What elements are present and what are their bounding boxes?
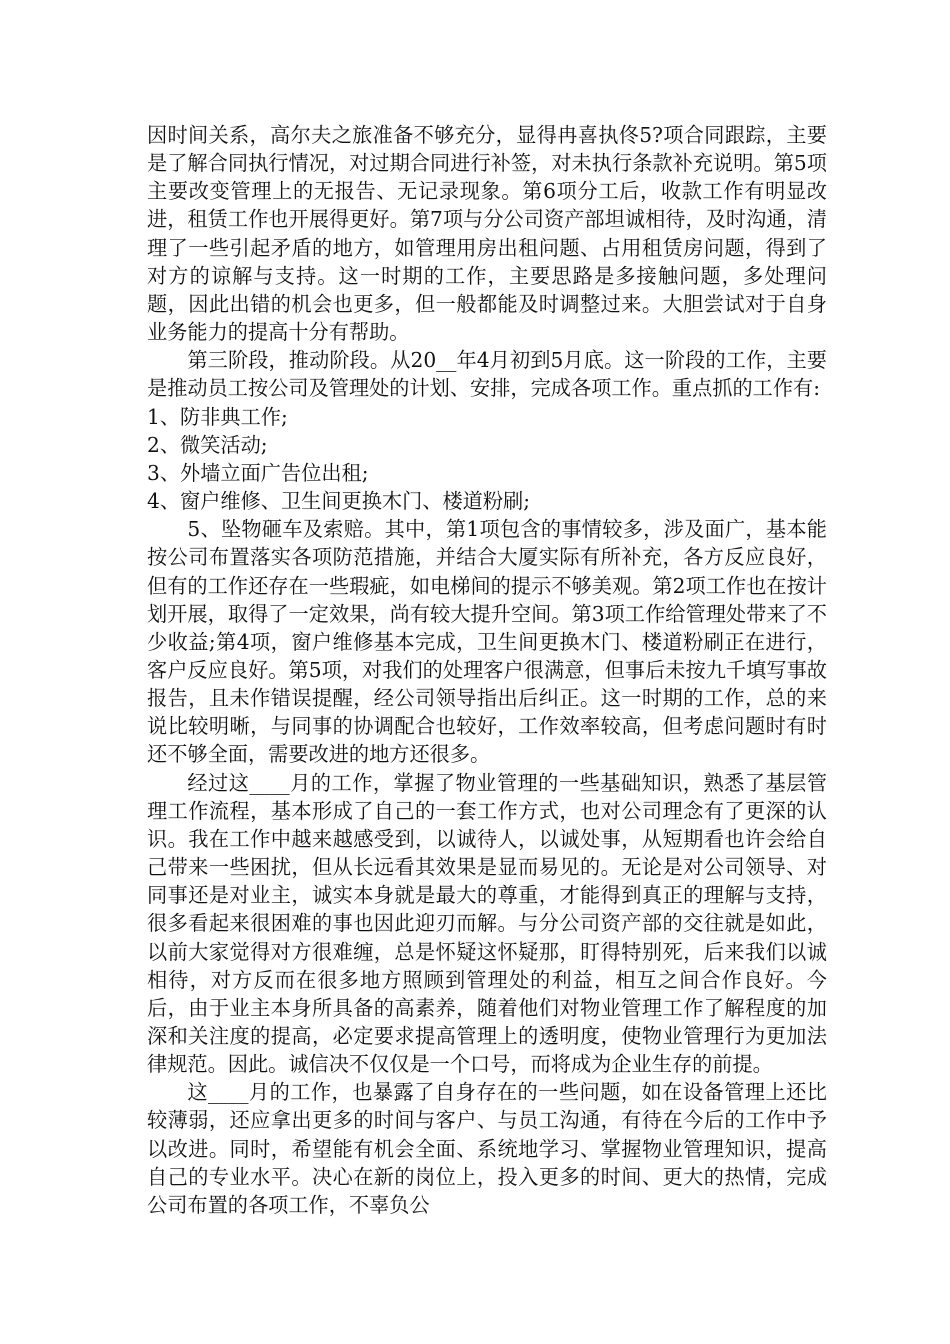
list-item: 1、防非典工作; xyxy=(147,404,288,429)
paragraph-stage-three: 第三阶段，推动阶段。从20__年4月初到5月底。这一阶段的工作，主要是推动员工按公司及管理处的计划、安排，完成各项工作。重点抓的工作有: xyxy=(147,348,827,401)
paragraph-item-five: 5、坠物砸车及索赔。其中，第1项包含的事情较多，涉及面广，基本能按公司布置落实各项防范措施，并结合大厦实际有所补充，各方反应良好，但有的工作还存在一些瑕疵，如电梯间的提示不够美观。第2项工作也在按计划开展，取得了一定效果，尚有较大提升空间。第3项工作给管理处带来了不少收益;第4项，窗户维修基本完成，卫生间更换木门、楼道粉刷正在进行，客户反应良好。第5项，对我们的处理客户很满意，但事后未按九千填写事故报告，且未作错误提醒，经公司领导指出后纠正。这一时期的工作，总的来说比较明晰，与同事的协调配合也较好，工作效率较高，但考虑问题时有时还不够全面，需要改进的地方还很多。 xyxy=(147,517,827,767)
list-item: 2、微笑活动; xyxy=(147,432,268,457)
list-item: 3、外墙立面广告位出租; xyxy=(147,460,369,485)
document-page xyxy=(147,121,827,1219)
paragraph-summary: 经过这____月的工作，掌握了物业管理的一些基础知识，熟悉了基层管理工作流程，基本形成了自己的一套工作方式，也对公司理念有了更深的认识。我在工作中越来越感受到，以诚待人，以诚处事，从短期看也许会给自己带来一些困扰，但从长远看其效果是显而易见的。无论是对公司领导、对同事还是对业主，诚实本身就是最大的尊重，才能得到真正的理解与支持，很多看起来很困难的事也因此迎刃而解。与分公司资产部的交往就是如此，以前大家觉得对方很难缠，总是怀疑这怀疑那，盯得特别死，后来我们以诚相待，对方反而在很多地方照顾到管理处的利益，相互之间合作良好。今后，由于业主本身所具备的高素养，随着他们对物业管理工作了解程度的加深和关注度的提高，必定要求提高管理上的透明度，使物业管理行为更加法律规范。因此。诚信决不仅仅是一个口号，而将成为企业生存的前提。 xyxy=(147,770,827,1077)
list-item: 4、窗户维修、卫生间更换木门、楼道粉刷; xyxy=(147,489,531,514)
paragraph-problems: 这____月的工作，也暴露了自身存在的一些问题，如在设备管理上还比较薄弱，还应拿出更多的时间与客户、与员工沟通，有待在今后的工作中予以改进。同时，希望能有机会全面、系统地学习、掌握物业管理知识，提高自己的专业水平。决心在新的岗位上，投入更多的时间、更大的热情，完成公司布置的各项工作，不辜负公 xyxy=(147,1080,827,1217)
paragraph-continuation: 因时间关系，高尔夫之旅准备不够充分，显得冉喜执佟5?项合同跟踪，主要是了解合同执行情况，对过期合同进行补签，对未执行条款补充说明。第5项主要改变管理上的无报告、无记录现象。第6项分工后，收款工作有明显改进，租赁工作也开展得更好。第7项与分公司资产部坦诚相待，及时沟通，清理了一些引起矛盾的地方，如管理用房出租问题、占用租赁房问题，得到了对方的谅解与支持。这一时期的工作，主要思路是多接触问题，多处理问题，因此出错的机会也更多，但一般都能及时调整过来。大胆尝试对于自身业务能力的提高十分有帮助。 xyxy=(147,123,827,345)
